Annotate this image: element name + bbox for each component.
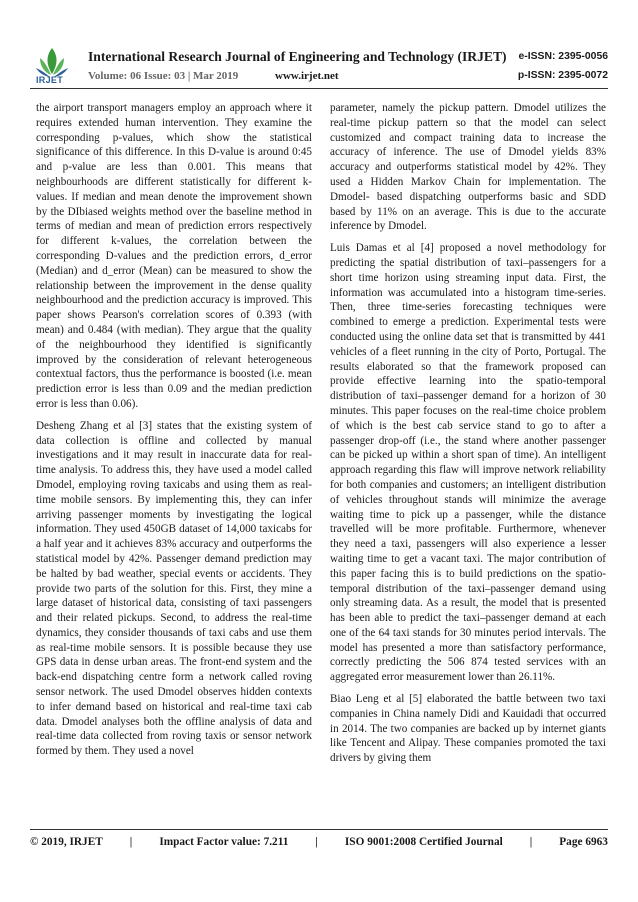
volume-issue: Volume: 06 Issue: 03 | Mar 2019 <box>88 70 239 82</box>
footer-separator: | <box>315 836 318 848</box>
header-divider <box>30 88 608 89</box>
p-issn: p-ISSN: 2395-0072 <box>517 70 608 81</box>
body-paragraph: Biao Leng et al [5] elaborated the battle between two taxi companies in China namely Didi and Kauidadi that occurred in 2014. The two companies are backed up by internet giants like Tencent and Alipay. These companies promoted the taxi drivers by giving them <box>330 693 606 765</box>
footer-copyright: © 2019, IRJET <box>30 836 103 848</box>
page-footer <box>30 836 608 848</box>
body-paragraph: Luis Damas et al [4] proposed a novel methodology for predicting the spatial distribution of taxi–passengers for a short time horizon using streaming input data. First, the information was accumulated into a histogram time-series. Then, three time-series forecasting techniques were combined to emerge a prediction. Experimental tests were conducted using the online data set that is transmitted by 441 vehicles of a fleet running in the city of Porto, Portugal. The results elaborated so that the framework proposed can provide effective learning into the spatio-temporal distribution of taxi–passenger demand for a horizon of 30 minutes. This paper focuses on the real-time choice problem of which is the best cab service stand to go to after a passenger drop-off (i.e., the stand where another passenger can be picked up within a short span of time). An intelligent approach regarding this flaw will improve network reliability for both companies and customers; an intelligent distribution of vehicles throughout stands will minimize the average waiting time to pick up a passenger, while the distance travelled will be more profitable. Furthermore, whenever they need a taxi, passengers will also experience a lesser waiting time to get a vacant taxi. The major contribution of this paper facing this is to build predictions on the spatio-temporal distribution of the taxi–passenger demand using only streaming data. As a result, the model that is presented has been able to predict the taxi–passenger demand at each one of the 64 taxi stands for 30 minutes period intervals. The model has presented a more than satisfactory performance, correctly predicting the 506 874 tested services with an aggregated error measurement lower than 26.11%. <box>330 242 606 684</box>
body-paragraph: Desheng Zhang et al [3] states that the existing system of data collection is offline and collected by manual investigations and it may result in inaccurate data for real-time analysis. To address this, they have used a model called Dmodel, employing roving taxicabs and using them as real-time mobile sensors. By implementing this, they can infer arriving passenger moments by investigating the logical information. They used 450GB dataset of 14,000 taxicabs for a half year and it achieves 83% accuracy and outperforms the statistical model by 42%. Passenger demand prediction may be halted by bad weather, special events or accidents. They provide two parts of the solution for this. First, they mine a large dataset of historical data, consisting of taxi passengers and their related pickups. Second, to address the real-time dynamics, they consider thousands of taxi cabs and use them as real-time mobile sensors. It is possible because they use GPS data in dense urban areas. The front-end system and the back-end dispatching centre form a network called roving sensor network. The used Dmodel observes hidden contexts to infer demand based on historical and real-time taxi cab data. Dmodel analyses both the offline analysis of data and real-time data collected from roving taxis or sensor network formed by them. They used a novel <box>36 419 312 758</box>
body-paragraph: the airport transport managers employ an approach where it requires extended human intervention. They examine the corresponding p-values, which show the statistical significance of this difference. In this D-value is around 0:45 and p-value are less than 0.001. This means that neighbourhoods are different statistically for different k-values. If median and mean denote the improvement shown by the DIbiased weights method over the baseline method in terms of median and mean of prediction errors respectively for different k-values, the correlation between the corresponding D-values and the prediction errors, d_error (Median) and d_error (Mean) can be measured to show the relationship between the improvement in the dense quality neighbourhood and the prediction accuracy is improved. This paper shows Pearson's correlation scores of 0.393 (with mean) and 0.484 (with median). They argue that the quality of the neighbourhood they identified is significantly improved by the consideration of relevant heterogeneous contextual factors, thus the performance is boosted (i.e. mean prediction error is less than 0.09 and the median prediction error is less than 0.06). <box>36 102 312 410</box>
journal-website-link[interactable]: www.irjet.net <box>275 70 339 82</box>
journal-title: International Research Journal of Engineering and Technology (IRJET) <box>88 49 507 64</box>
left-column <box>36 101 312 766</box>
e-issn: e-ISSN: 2395-0056 <box>518 51 608 62</box>
footer-separator: | <box>529 836 533 848</box>
footer-page-number: Page 6963 <box>559 836 608 848</box>
logo-text: IRJET <box>36 75 64 85</box>
footer-iso: ISO 9001:2008 Certified Journal <box>344 836 503 848</box>
footer-divider <box>30 829 608 830</box>
journal-header <box>0 0 638 88</box>
right-column <box>330 101 606 773</box>
body-paragraph: parameter, namely the pickup pattern. Dmodel utilizes the real-time pickup pattern so that the model can select customized and compact training data to increase the accuracy of inference. The use of Dmodel yields 83% accuracy and outperforms statistical model by 42%. They used a Hidden Markov Chain for implementation. The Dmodel- based dispatching outperforms basic and SDD based by 11% on an average. This is due to the accurate inference by Dmodel. <box>330 102 606 233</box>
footer-separator: | <box>129 836 133 848</box>
footer-impact-factor: Impact Factor value: 7.211 <box>159 836 289 848</box>
